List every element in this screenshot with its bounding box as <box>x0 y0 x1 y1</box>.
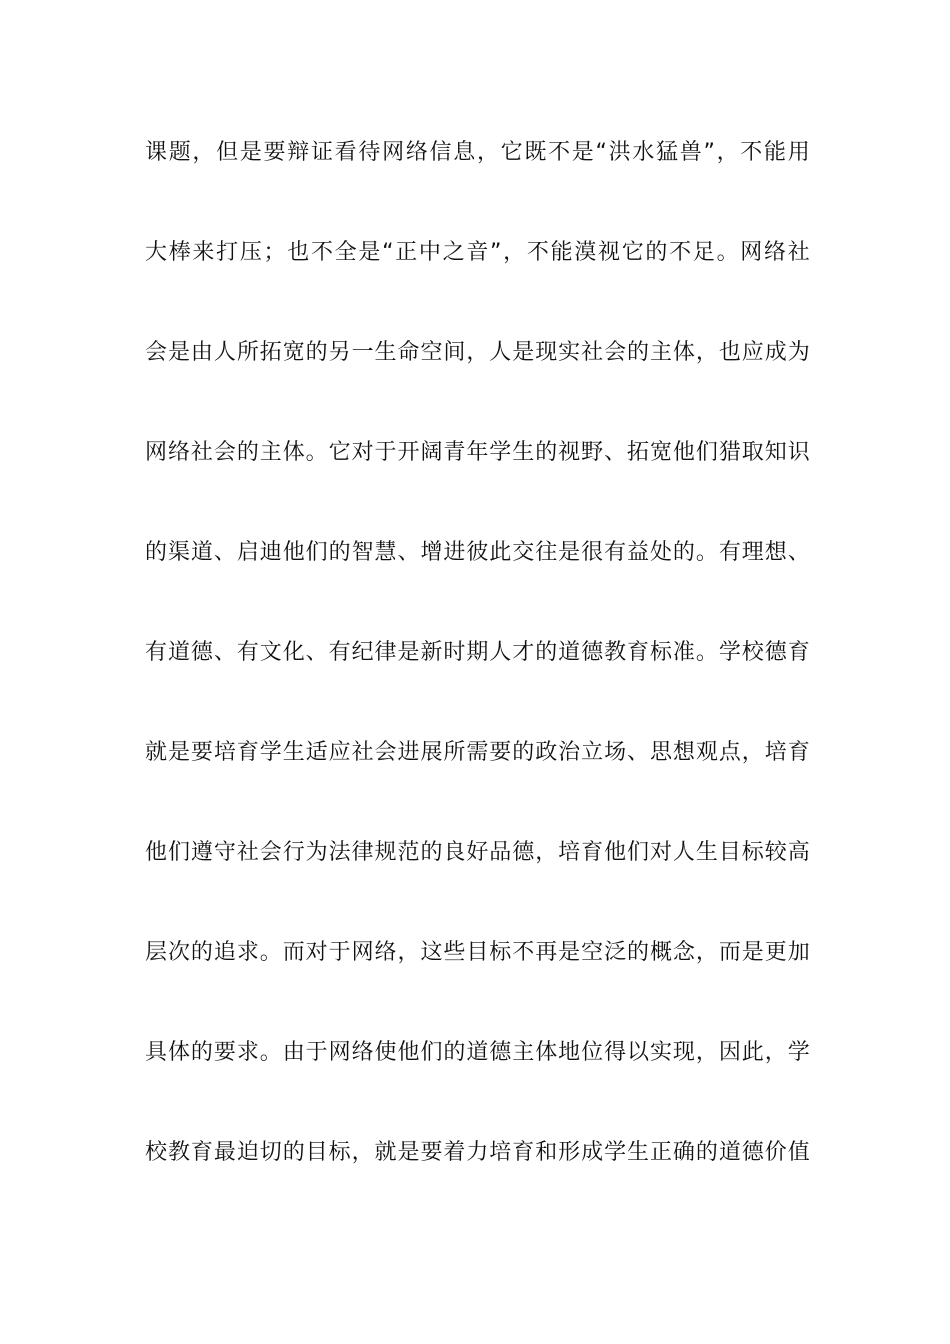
text-line: 会是由人所拓宽的另一生命空间，人是现实社会的主体，也应成为 <box>145 340 810 365</box>
text-line: 网络社会的主体。它对于开阔青年学生的视野、拓宽他们猎取知识 <box>145 440 810 465</box>
text-line: 层次的追求。而对于网络，这些目标不再是空泛的概念，而是更加 <box>145 940 810 965</box>
text-line: 校教育最迫切的目标，就是要着力培育和形成学生正确的道德价值 <box>145 1140 810 1165</box>
text-line: 具体的要求。由于网络使他们的道德主体地位得以实现，因此，学 <box>145 1040 810 1065</box>
body-text <box>145 128 810 1228</box>
text-line: 他们遵守社会行为法律规范的良好品德，培育他们对人生目标较高 <box>145 840 810 865</box>
text-line: 就是要培育学生适应社会进展所需要的政治立场、思想观点，培育 <box>145 740 810 765</box>
text-line: 的渠道、启迪他们的智慧、增进彼此交往是很有益处的。有理想、 <box>145 540 810 565</box>
text-line: 大棒来打压；也不全是“正中之音”，不能漠视它的不足。网络社 <box>145 240 810 265</box>
text-line: 课题，但是要辩证看待网络信息，它既不是“洪水猛兽”，不能用 <box>145 140 810 165</box>
text-line: 有道德、有文化、有纪律是新时期人才的道德教育标准。学校德育 <box>145 640 810 665</box>
